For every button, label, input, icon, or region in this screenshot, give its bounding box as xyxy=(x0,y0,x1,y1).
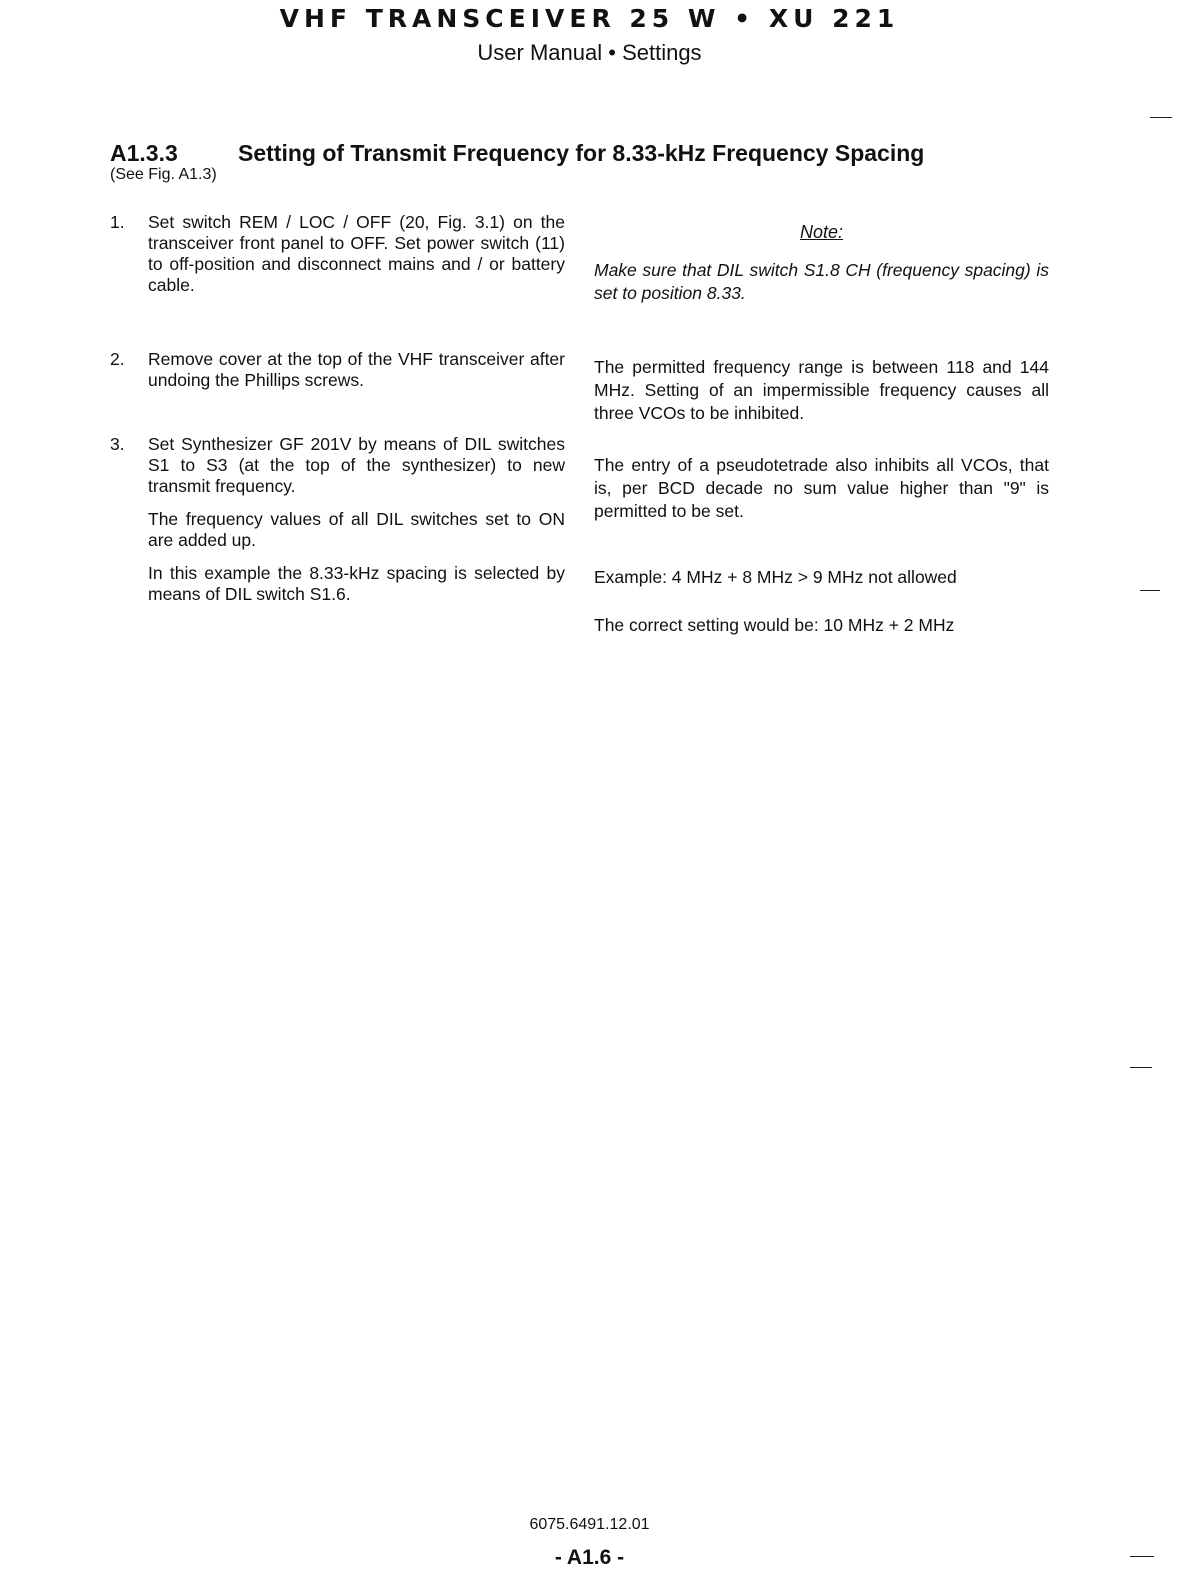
step-number: 3. xyxy=(110,434,125,454)
document-title: VHF TRANSCEIVER 25 W • XU 221 xyxy=(279,4,900,33)
step-number: 1. xyxy=(110,212,125,232)
section-number: A1.3.3 xyxy=(110,140,178,166)
step-paragraph: Set switch REM / LOC / OFF (20, Fig. 3.1) on the transceiver front panel to OFF. Set power switch (11) to off-position and disconnect mains and / or battery cable. xyxy=(148,212,565,295)
step-paragraph: In this example the 8.33-kHz spacing is selected by means of DIL switch S1.6. xyxy=(148,563,565,604)
section-title: Setting of Transmit Frequency for 8.33-kHz Frequency Spacing xyxy=(238,140,925,166)
document-code: 6075.6491.12.01 xyxy=(529,1516,650,1533)
pseudotetrade-text: The entry of a pseudotetrade also inhibits all VCOs, that is, per BCD decade no sum value higher than "9" is permitted to be set. xyxy=(594,455,1049,521)
margin-mark xyxy=(1150,117,1172,118)
step-paragraph: Remove cover at the top of the VHF transceiver after undoing the Phillips screws. xyxy=(148,349,565,390)
step-number: 2. xyxy=(110,349,125,369)
figure-reference: (See Fig. A1.3) xyxy=(110,166,217,183)
step-2 xyxy=(110,349,565,403)
margin-mark xyxy=(1130,1067,1152,1068)
note-label: Note: xyxy=(799,222,844,242)
step-1 xyxy=(110,212,565,308)
step-body xyxy=(148,212,565,296)
correct-setting-text: The correct setting would be: 10 MHz + 2 MHz xyxy=(594,615,955,635)
step-body xyxy=(148,434,565,605)
frequency-range-text: The permitted frequency range is between 118 and 144 MHz. Setting of an impermissible frequency causes all three VCOs to be inhibited. xyxy=(594,357,1049,423)
step-paragraph: Set Synthesizer GF 201V by means of DIL switches S1 to S3 (at the top of the synthesizer) to new transmit frequency. xyxy=(148,434,565,496)
step-body xyxy=(148,349,565,391)
example-text: Example: 4 MHz + 8 MHz > 9 MHz not allowed xyxy=(594,567,957,587)
section-heading xyxy=(110,139,924,167)
note-text: Make sure that DIL switch S1.8 CH (frequency spacing) is set to position 8.33. xyxy=(594,260,1049,303)
step-paragraph: The frequency values of all DIL switches set to ON are added up. xyxy=(148,509,565,550)
margin-mark xyxy=(1140,590,1160,591)
step-3 xyxy=(110,434,565,617)
page-number: - A1.6 - xyxy=(554,1546,625,1569)
document-subtitle: User Manual • Settings xyxy=(477,40,702,65)
